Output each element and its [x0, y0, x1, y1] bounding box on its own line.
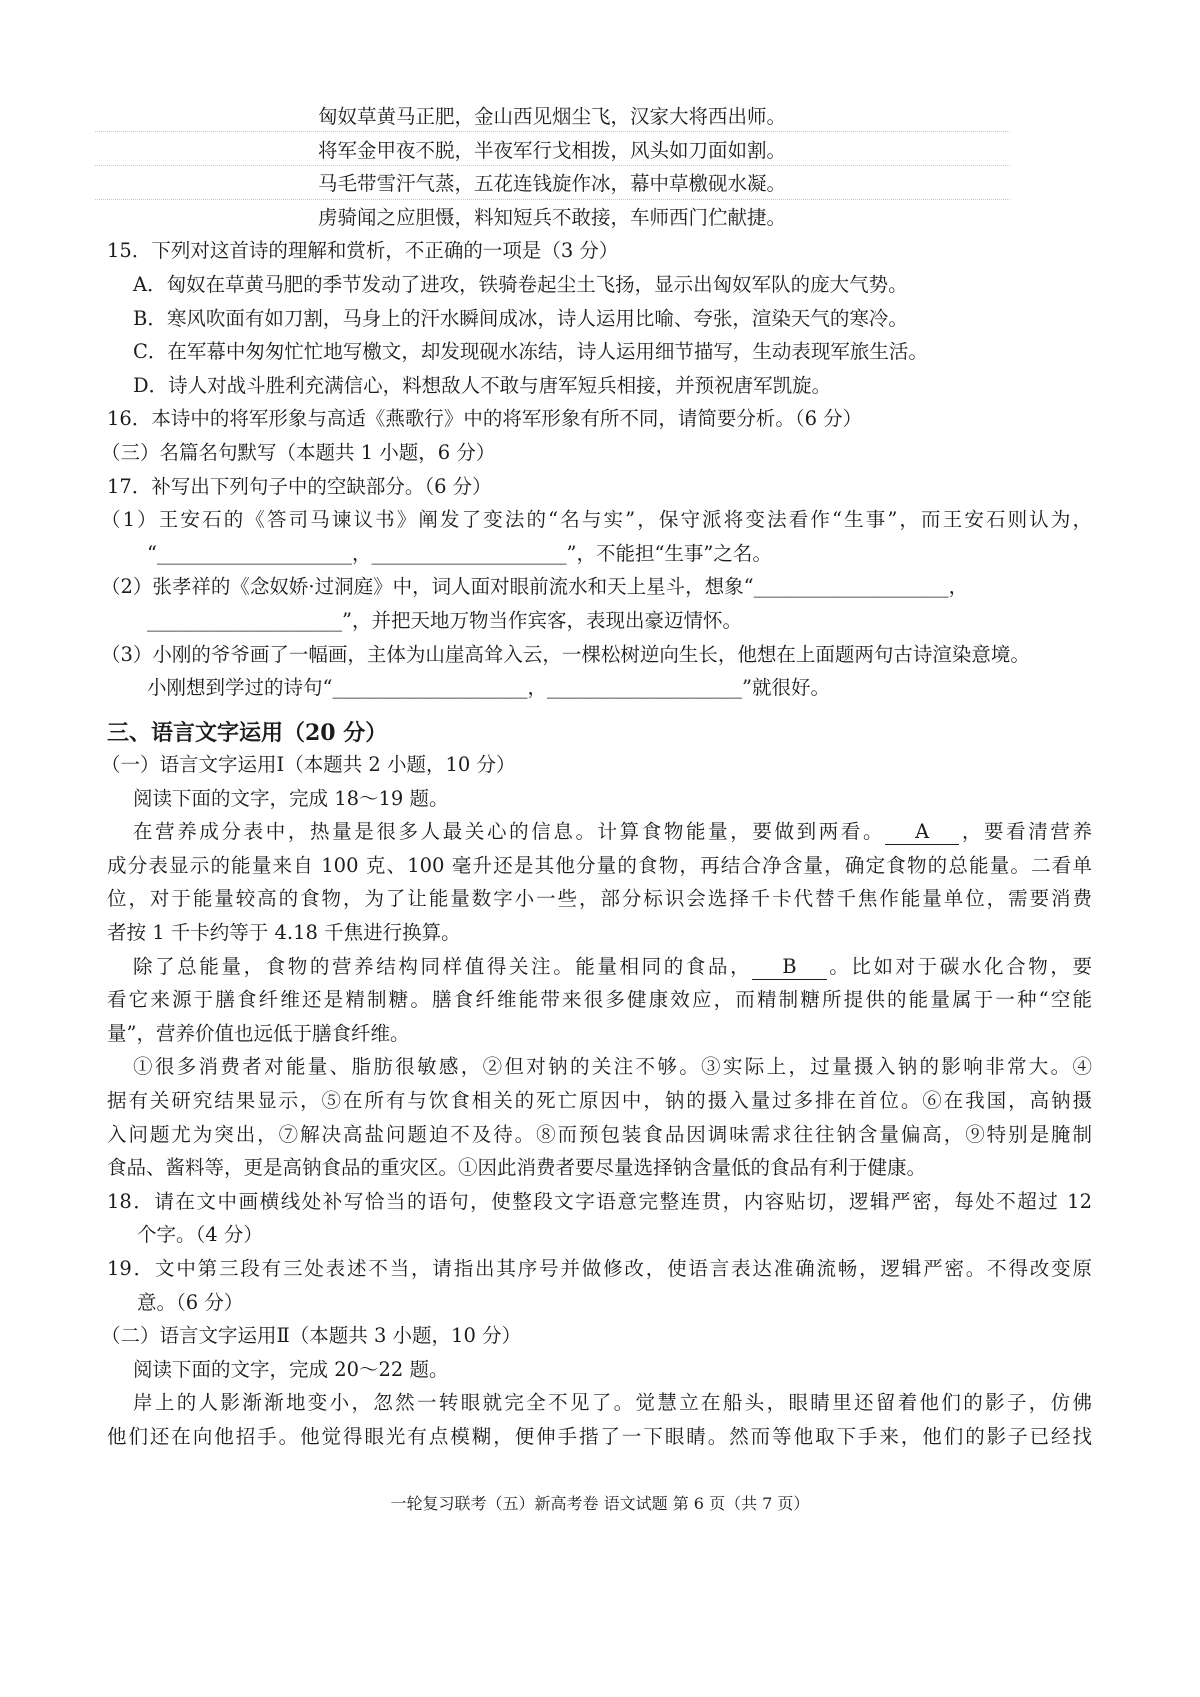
subsection-heading-language-use-2: （二）语言文字运用Ⅱ（本题共 3 小题，10 分） [101, 1324, 522, 1348]
exam-page-body [101, 100, 1092, 1454]
question-19-stem: 19．文中第三段有三处表述不当，请指出其序号并做修改，使语言表达准确流畅，逻辑严密。不得改变原 [107, 1257, 1092, 1280]
question-19 [107, 1252, 1092, 1319]
question-17-item-1-blanks: “____________________，____________________”，不能担“生事”之名。 [147, 541, 772, 565]
passage-line: 据有关研究结果显示，⑤在所有与饮食相关的死亡原因中，钠的摄入量过多排在首位。⑥在我国，高钠摄 [107, 1089, 1092, 1113]
poem-line: 将军金甲夜不脱，半夜军行戈相拨，风头如刀面如割。 [318, 138, 787, 162]
question-15 [107, 234, 1092, 402]
passage-line: 食品、酱料等，更是高钠食品的重灾区。①因此消费者要尽量选择钠含量低的食品有利于健康。 [107, 1156, 927, 1180]
passage-paragraph-2 [107, 950, 1092, 1051]
reading-instruction: 阅读下面的文字，完成 20～22 题。 [133, 1357, 449, 1381]
passage-line: 量”，营养价值也远低于膳食纤维。 [107, 1021, 410, 1045]
option-d: D．诗人对战斗胜利充满信心，料想敌人不敢与唐军短兵相接，并预祝唐军凯旋。 [133, 373, 832, 397]
question-18 [107, 1185, 1092, 1252]
poem-line: 匈奴草黄马正肥，金山西见烟尘飞，汉家大将西出师。 [318, 105, 787, 128]
option-c: C．在军幕中匆匆忙忙地写檄文，却发现砚水冻结，诗人运用细节描写，生动表现军旅生活。 [133, 340, 928, 364]
passage-text: 在营养成分表中，热量是很多人最关心的信息。计算食物能量，要做到两看。 [133, 820, 886, 844]
question-17-item-3-line: （3）小刚的爷爷画了一幅画，主体为山崖高耸入云，一棵松树逆向生长，他想在上面题两句古诗渲染意境。 [101, 642, 1030, 666]
question-17 [101, 470, 1092, 705]
question-17-item-3-blanks: 小刚想到学过的诗句“____________________，____________________”就很好。 [147, 676, 830, 700]
option-b: B．寒风吹面有如刀割，马身上的汗水瞬间成冰，诗人运用比喻、夸张，渲染天气的寒冷。 [133, 306, 908, 330]
question-17-item-2-line: （2）张孝祥的《念奴娇·过洞庭》中，词人面对眼前流水和天上星斗，想象“____________________， [101, 575, 969, 599]
option-a: A．匈奴在草黄马肥的季节发动了进攻，铁骑卷起尘土飞扬，显示出匈奴军队的庞大气势。 [133, 272, 908, 296]
passage-line: ①很多消费者对能量、脂肪很敏感，②但对钠的关注不够。③实际上，过量摄入钠的影响非常大。④ [133, 1055, 1092, 1079]
question-19-stem-continued: 意。（6 分） [137, 1290, 244, 1314]
question-15-stem: 15．下列对这首诗的理解和赏析，不正确的一项是（3 分） [107, 239, 619, 263]
poem-line: 马毛带雪汗气蒸，五花连钱旋作冰，幕中草檄砚水凝。 [318, 172, 787, 196]
reading-instruction: 阅读下面的文字，完成 18～19 题。 [133, 786, 449, 810]
passage-line [107, 950, 1092, 984]
blank-b: B [752, 955, 826, 980]
question-17-item-1-line: （1）王安石的《答司马谏议书》阐发了变法的“名与实”，保守派将变法看作“生事”，而王安石则认为， [101, 508, 1092, 532]
passage-line: 成分表显示的能量来自 100 克、100 毫升还是其他分量的食物，再结合净含量，确定食物的总能量。二看单 [107, 853, 1092, 877]
passage-line: 入问题尤为突出，⑦解决高盐问题迫不及待。⑧而预包装食品因调味需求往往钠含量偏高，⑨特别是腌制 [107, 1122, 1092, 1146]
poem-line: 虏骑闻之应胆慑，料知短兵不敢接，车师西门伫献捷。 [318, 205, 787, 229]
question-18-stem: 18．请在文中画横线处补写恰当的语句，使整段文字语意完整连贯，内容贴切，逻辑严密，每处不超过 12 [107, 1189, 1092, 1213]
passage-paragraph-3 [107, 1050, 1092, 1184]
passage-2 [107, 1386, 1092, 1453]
passage-paragraph-1 [107, 815, 1092, 949]
blank-a: A [885, 820, 959, 845]
subsection-heading-recitation: （三）名篇名句默写（本题共 1 小题，6 分） [101, 440, 496, 464]
passage-line: 位，对于能量较高的食物，为了让能量数字小一些，部分标识会选择千卡代替千焦作能量单位，需要消费 [107, 887, 1092, 911]
page-footer: 一轮复习联考（五）新高考卷 语文试题 第 6 页（共 7 页） [390, 1494, 810, 1513]
passage-line: 岸上的人影渐渐地变小，忽然一转眼就完全不见了。觉慧立在船头，眼睛里还留着他们的影子，仿佛 [133, 1391, 1092, 1415]
passage-line: 看它来源于膳食纤维还是精制糖。膳食纤维能带来很多健康效应，而精制糖所提供的能量属于一种“空能 [107, 988, 1092, 1012]
question-16-stem: 16．本诗中的将军形象与高适《燕歌行》中的将军形象有所不同，请简要分析。（6 分） [107, 407, 863, 431]
passage-text: 除了总能量，食物的营养结构同样值得关注。能量相同的食品， [133, 954, 753, 978]
question-17-stem: 17．补写出下列句子中的空缺部分。（6 分） [107, 474, 492, 498]
passage-line [107, 815, 1092, 849]
subsection-heading-language-use-1: （一）语言文字运用Ⅰ（本题共 2 小题，10 分） [101, 753, 516, 777]
section-heading-language-use: 三、语言文字运用（20 分） [107, 719, 388, 746]
passage-line: 他们还在向他招手。他觉得眼光有点模糊，便伸手揩了一下眼睛。然而等他取下手来，他们的影子已经找 [107, 1424, 1092, 1448]
passage-line: 者按 1 千卡约等于 4.18 千焦进行换算。 [107, 921, 461, 945]
question-18-stem-continued: 个字。（4 分） [137, 1223, 263, 1247]
passage-text: ，要看清营养 [959, 820, 1092, 844]
passage-text: 。比如对于碳水化合物，要 [826, 954, 1092, 978]
poem [107, 100, 1092, 234]
question-17-item-2-blanks: ____________________”，并把天地万物当作宾客，表现出豪迈情怀。 [147, 608, 742, 632]
